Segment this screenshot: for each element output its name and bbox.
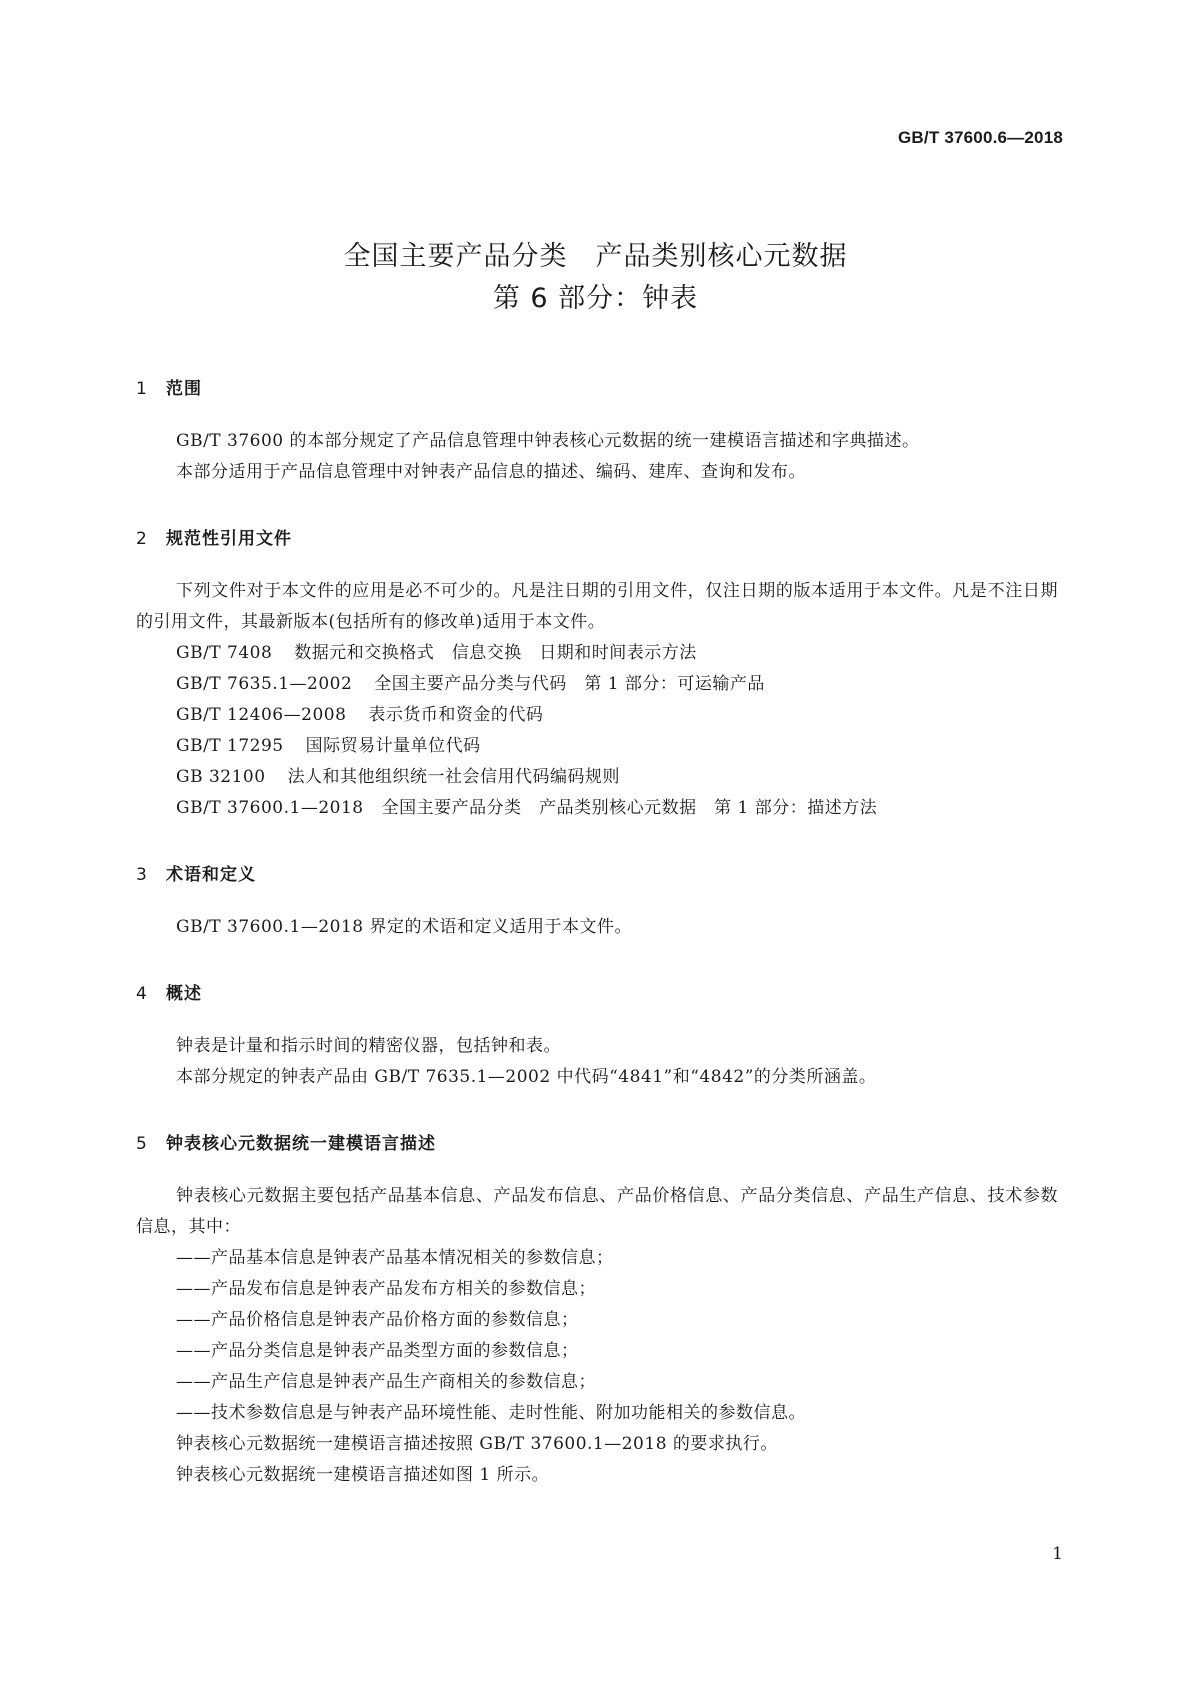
- section-title: 术语和定义: [166, 865, 256, 885]
- section-4-heading: [136, 981, 1058, 1007]
- reference-item: [136, 700, 1058, 731]
- reference-name: 全国主要产品分类与代码 第 1 部分：可运输产品: [374, 674, 765, 694]
- paragraph: 钟表是计量和指示时间的精密仪器，包括钟和表。: [176, 1036, 561, 1056]
- list-item: ——产品生产信息是钟表产品生产商相关的参数信息；: [176, 1372, 596, 1392]
- section-3-heading: [136, 862, 1058, 888]
- section-number: 2: [136, 529, 148, 549]
- list-item: ——技术参数信息是与钟表产品环境性能、走时性能、附加功能相关的参数信息。: [176, 1403, 806, 1423]
- paragraph: GB/T 37600 的本部分规定了产品信息管理中钟表核心元数据的统一建模语言描述和字典描述。: [176, 431, 920, 451]
- paragraph: 下列文件对于本文件的应用是必不可少的。凡是注日期的引用文件，仅注日期的版本适用于本文件。凡是不注日期的引用文件，其最新版本(包括所有的修改单)适用于本文件。: [136, 581, 1058, 632]
- reference-name: 全国主要产品分类 产品类别核心元数据 第 1 部分：描述方法: [381, 798, 878, 818]
- section-1-heading: [136, 376, 1058, 402]
- reference-code: GB/T 7408: [176, 643, 273, 663]
- document-body: [136, 376, 1058, 1491]
- reference-code: GB/T 37600.1—2018: [176, 798, 364, 818]
- paragraph: 钟表核心元数据主要包括产品基本信息、产品发布信息、产品价格信息、产品分类信息、产品生产信息、技术参数信息，其中：: [136, 1186, 1058, 1237]
- standard-code: GB/T 37600.6—2018: [898, 128, 1063, 147]
- document-title-line2: 第 6 部分：钟表: [492, 283, 699, 314]
- paragraph: 本部分适用于产品信息管理中对钟表产品信息的描述、编码、建库、查询和发布。: [176, 462, 806, 482]
- page-number: 1: [1052, 1544, 1063, 1564]
- reference-code: GB/T 12406—2008: [176, 705, 347, 725]
- section-number: 1: [136, 379, 148, 399]
- reference-item: [136, 669, 1058, 700]
- paragraph: 本部分规定的钟表产品由 GB/T 7635.1—2002 中代码“4841”和“4842”的分类所涵盖。: [176, 1067, 877, 1087]
- section-5-heading: [136, 1131, 1058, 1157]
- section-title: 规范性引用文件: [166, 529, 292, 549]
- paragraph: GB/T 37600.1—2018 界定的术语和定义适用于本文件。: [176, 917, 633, 937]
- section-2-heading: [136, 526, 1058, 552]
- reference-item: [136, 638, 1058, 669]
- reference-name: 国际贸易计量单位代码: [305, 736, 481, 756]
- list-item: ——产品价格信息是钟表产品价格方面的参数信息；: [176, 1310, 579, 1330]
- reference-code: GB 32100: [176, 767, 266, 787]
- reference-name: 数据元和交换格式 信息交换 日期和时间表示方法: [294, 643, 697, 663]
- reference-name: 表示货币和资金的代码: [368, 705, 544, 725]
- paragraph: 钟表核心元数据统一建模语言描述按照 GB/T 37600.1—2018 的要求执行。: [176, 1434, 778, 1454]
- list-item: ——产品分类信息是钟表产品类型方面的参数信息；: [176, 1341, 579, 1361]
- document-title-line1: 全国主要产品分类 产品类别核心元数据: [343, 241, 848, 272]
- list-item: ——产品发布信息是钟表产品发布方相关的参数信息；: [176, 1279, 596, 1299]
- reference-code: GB/T 7635.1—2002: [176, 674, 353, 694]
- section-title: 钟表核心元数据统一建模语言描述: [166, 1134, 436, 1154]
- section-title: 范围: [166, 379, 202, 399]
- reference-code: GB/T 17295: [176, 736, 284, 756]
- paragraph: 钟表核心元数据统一建模语言描述如图 1 所示。: [176, 1465, 550, 1485]
- reference-item: [136, 731, 1058, 762]
- reference-item: [136, 762, 1058, 793]
- reference-item: [136, 793, 1058, 824]
- section-number: 4: [136, 984, 148, 1004]
- section-number: 3: [136, 865, 148, 885]
- reference-name: 法人和其他组织统一社会信用代码编码规则: [287, 767, 621, 787]
- list-item: ——产品基本信息是钟表产品基本情况相关的参数信息；: [176, 1248, 614, 1268]
- section-title: 概述: [166, 984, 202, 1004]
- section-number: 5: [136, 1134, 148, 1154]
